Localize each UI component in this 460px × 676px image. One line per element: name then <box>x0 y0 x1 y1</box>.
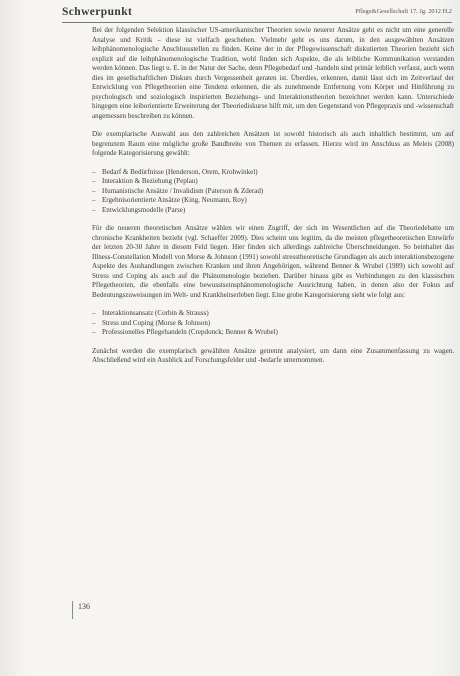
list-item: – Humanistische Ansätze / Invalidism (Paterson & Zderad) <box>92 187 454 197</box>
header-rule <box>62 22 452 23</box>
running-header <box>62 6 452 22</box>
category-list-recent <box>92 309 454 338</box>
footer-rule <box>72 601 73 619</box>
list-item: – Interaktion & Beziehung (Peplau) <box>92 177 454 187</box>
paragraph-1: Bei der folgenden Selektion klassischer US-amerikanischer Theorien sowie neuerer Ansätze geht es nicht um eine generelle Analyse und Kritik – diese ist vielfach geschehen. Vielmehr geht es uns darum, in den ausgewählten Ansätzen leibphänomenologische Anschlussstellen zu finden. Keine der in der Pflegewissenschaft diskutierten Theorien bezieht sich explizit auf die leibphänomenologische Tradition, wohl finden sich Aspekte, die als leibliche Kommunikation verstanden werden können. Das liegt u. E. in der Natur der Sache, denn Pflegebedarf und -handeln sind primär leiblich verfasst, auch wenn dies im gesellschaftlichen Diskurs durch Vergessenheit geraten ist. Überdies, erkennen, damit lässt sich im Zeitverlauf der Entwicklung von Pflegetheorien eine Tendenz erkennen, die als zunehmende Entfernung vom Körper und Hinführung zu psychologisch und soziologisch inspirierten Beziehungs- und Interaktionstheorien bezeichnet werden kann. Unterschiede hingegen eine leiborientierte Erweiterung der Theoriediskurse hilft mit, um den Gegenstand von Pflegepraxis und -wissenschaft angemessen beschreiben zu können. <box>92 26 454 120</box>
journal-reference: Pflege&Gesellschaft 17. Jg. 2012 H.2 <box>355 8 452 15</box>
section-title: Schwerpunkt <box>62 6 133 18</box>
list-item: – Professionelles Pflegehandeln (Crepdonck; Benner & Wrubel) <box>92 328 454 338</box>
list-item: – Bedarf & Bedürfnisse (Henderson, Orem, Krohwinkel) <box>92 168 454 178</box>
list-item: – Interaktionsansatz (Corbin & Strauss) <box>92 309 454 319</box>
list-item: – Ergebnisorientierte Ansätze (King, Neumann, Roy) <box>92 196 454 206</box>
paragraph-2: Die exemplarische Auswahl aus den zahlreichen Ansätzen ist sowohl historisch als auch inhaltlich bestimmt, um auf begrenztem Raum eine mögliche große Bandbreite von Themen zu erfassen. Hierzu wird im Anschluss an Meleis (2008) folgende Kategorisierung gewählt: <box>92 130 454 157</box>
category-list-classic <box>92 168 454 216</box>
list-item: – Entwicklungsmodelle (Parse) <box>92 206 454 216</box>
paragraph-3: Für die neueren theoretischen Ansätze wählen wir einen Zugriff, der sich im Wesentlichen auf die Theoriedebatte um chronische Krankheiten bezieht (vgl. Schaeffer 2009). Dies scheint uns legitim, da die meisten pflegetheoretischen Entwürfe der letzten 20-30 Jahre in diesem Feld liegen. Hier finden sich allerdings zahlreiche Überschneidungen. So beinhaltet das Illness-Constellation Modell von Morse & Johnson (1991) sowohl stresstheoretische Grundlagen als auch interaktionsbezogene Aspekte des Aushandlungen zwischen Kranken und ihren Angehörigen, während Benner & Wrubel (1989) sich sowohl auf Stress und Coping als auch auf die Phänomenologie beziehen. Darüber hinaus gibt es Verbindungen zu den klassischen Pflegetheorien, die ebenfalls eine bewusstseinsphänomenologische Ausrichtung haben, in denen also der Fokus auf Bedeutungszuweisungen im Welt- und Krankheitserleben liegt. Eine grobe Kategorisierung sieht wie folgt aus: <box>92 224 454 299</box>
paragraph-4: Zunächst werden die exemplarisch gewählten Ansätze getrennt analysiert, um dann eine Zusammenfassung zu wagen. Abschließend wird ein Ausblick auf Forschungsfelder und -bedarfe unternommen. <box>92 346 454 364</box>
page-number: 136 <box>78 602 90 611</box>
body-text <box>92 26 454 375</box>
list-item: – Stress und Coping (Morse & Johnson) <box>92 319 454 329</box>
